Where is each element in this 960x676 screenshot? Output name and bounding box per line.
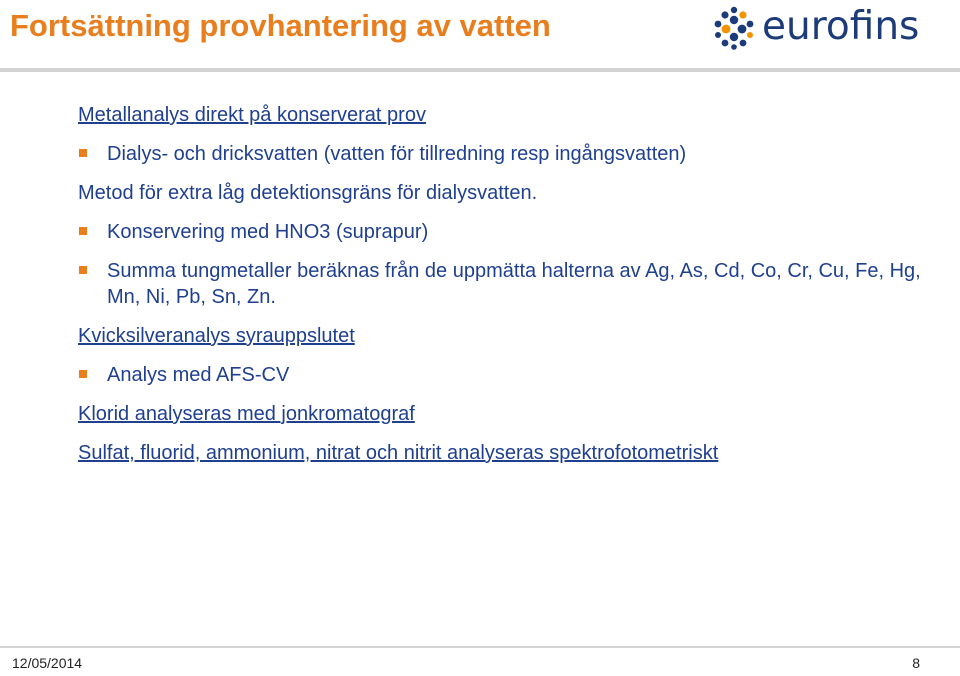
slide-title: Fortsättning provhantering av vatten bbox=[10, 8, 551, 43]
footer-date: 12/05/2014 bbox=[12, 655, 83, 671]
method-text: Metod för extra låg detektionsgräns för dialysvatten. bbox=[78, 182, 538, 204]
eurofins-dots-logo-icon bbox=[712, 6, 756, 50]
page-number: 8 bbox=[912, 655, 920, 671]
slide-body bbox=[78, 102, 938, 479]
bullet-item bbox=[78, 362, 938, 388]
square-bullet-icon bbox=[79, 149, 87, 157]
bullet-item bbox=[78, 141, 938, 167]
square-bullet-icon bbox=[79, 370, 87, 378]
bullet-text: Summa tungmetaller beräknas från de uppmätta halterna av Ag, As, Cd, Co, Cr, Cu, Fe, Hg, Mn, Ni, Pb, Sn, Zn. bbox=[107, 260, 921, 308]
eurofins-logo bbox=[712, 4, 952, 52]
heading-chloride: Klorid analyseras med jonkromatograf bbox=[78, 403, 415, 425]
bullet-item bbox=[78, 258, 938, 310]
heading-metal-analysis: Metallanalys direkt på konserverat prov bbox=[78, 104, 426, 126]
heading-sulfate: Sulfat, fluorid, ammonium, nitrat och nitrit analyseras spektrofotometriskt bbox=[78, 442, 719, 464]
bullet-text: Dialys- och dricksvatten (vatten för tillredning resp ingångsvatten) bbox=[107, 143, 687, 165]
footer-divider bbox=[0, 646, 960, 648]
heading-mercury-analysis: Kvicksilveranalys syrauppslutet bbox=[78, 325, 355, 347]
logo-wordmark: eurofins bbox=[762, 4, 920, 49]
square-bullet-icon bbox=[79, 266, 87, 274]
square-bullet-icon bbox=[79, 227, 87, 235]
bullet-item bbox=[78, 219, 938, 245]
header-divider bbox=[0, 68, 960, 72]
bullet-text: Konservering med HNO3 (suprapur) bbox=[107, 221, 429, 243]
bullet-text: Analys med AFS-CV bbox=[107, 364, 290, 386]
